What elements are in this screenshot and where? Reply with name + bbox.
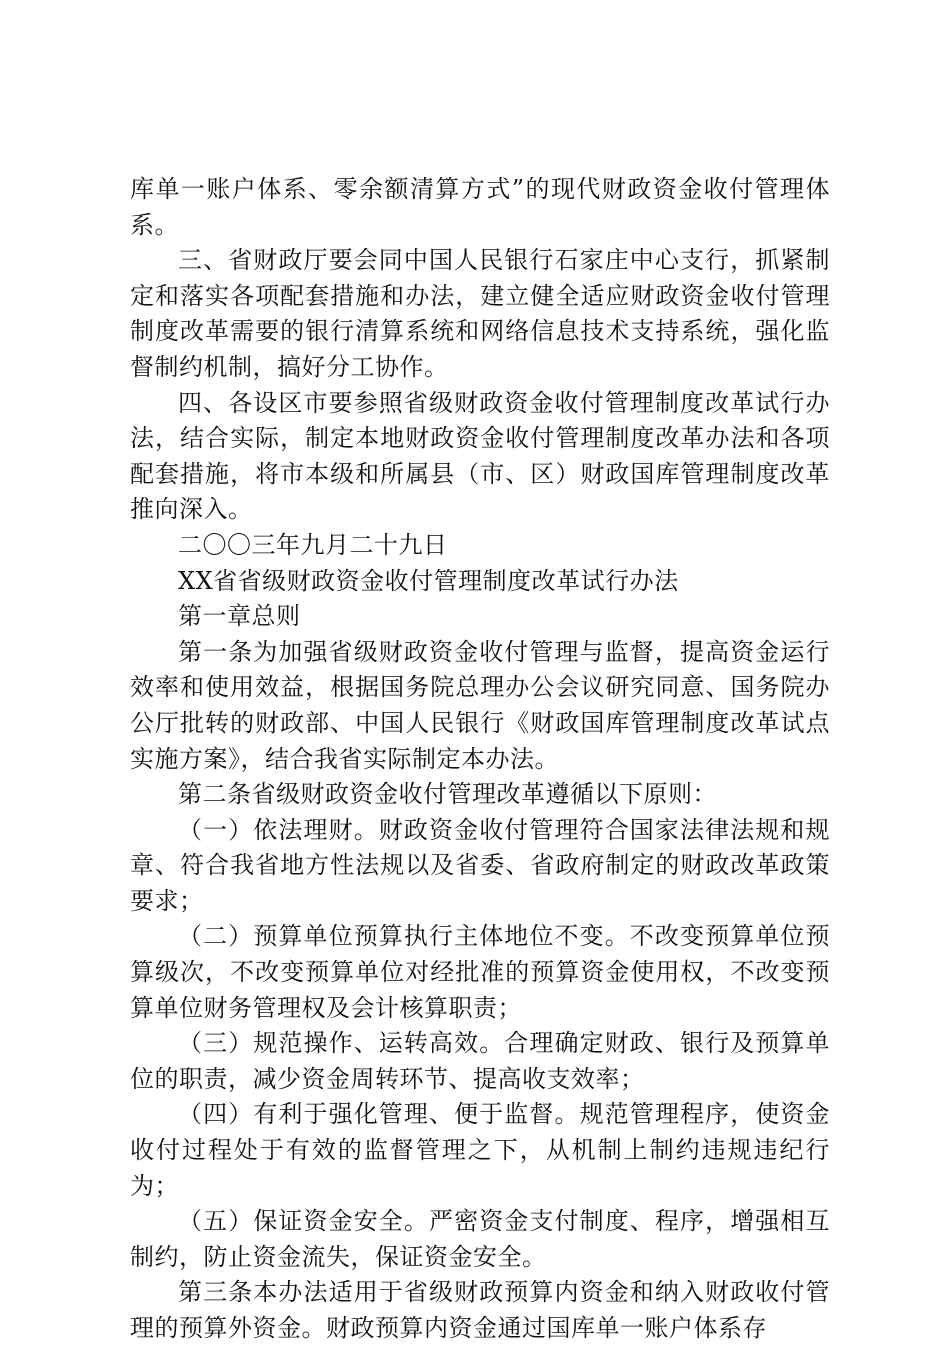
principle-three: （三）规范操作、运转高效。合理确定财政、银行及预算单位的职责，减少资金周转环节、提高收支效率； [130, 1029, 830, 1093]
document-subtitle: XX省省级财政资金收付管理制度改革试行办法 [178, 566, 679, 595]
document-date: 二〇〇三年九月二十九日 [178, 530, 448, 559]
paragraph-item-four: 四、各设区市要参照省级财政资金收付管理制度改革试行办法，结合实际，制定本地财政资金收付管理制度改革办法和各项配套措施，将市本级和所属县（市、区）财政国库管理制度改革推向深入。 [130, 388, 830, 524]
article-one: 第一条为加强省级财政资金收付管理与监督，提高资金运行效率和使用效益，根据国务院总理办公会议研究同意、国务院办公厅批转的财政部、中国人民银行《财政国库管理制度改革试点实施方案》，结合我省实际制定本办法。 [130, 637, 830, 773]
principle-five: （五）保证资金安全。严密资金支付制度、程序，增强相互制约，防止资金流失，保证资金安全。 [130, 1207, 830, 1271]
chapter-heading: 第一章总则 [178, 602, 301, 631]
paragraph-continuation: 库单一账户体系、零余额清算方式”的现代财政资金收付管理体系。 [130, 175, 830, 239]
article-three: 第三条本办法适用于省级财政预算内资金和纳入财政收付管理的预算外资金。财政预算内资金通过国库单一账户体系存 [130, 1278, 830, 1342]
principle-two: （二）预算单位预算执行主体地位不变。不改变预算单位预算级次，不改变预算单位对经批准的预算资金使用权，不改变预算单位财务管理权及会计核算职责； [130, 922, 830, 1022]
principle-one: （一）依法理财。财政资金收付管理符合国家法律法规和规章、符合我省地方性法规以及省委、省政府制定的财政改革政策要求； [130, 815, 830, 915]
principle-four: （四）有利于强化管理、便于监督。规范管理程序，使资金收付过程处于有效的监督管理之下，从机制上制约违规违纪行为； [130, 1100, 830, 1200]
paragraph-item-three: 三、省财政厅要会同中国人民银行石家庄中心支行，抓紧制定和落实各项配套措施和办法，建立健全适应财政资金收付管理制度改革需要的银行清算系统和网络信息技术支持系统，强化监督制约机制，搞好分工协作。 [130, 246, 830, 381]
document-body [130, 172, 830, 1347]
article-two: 第二条省级财政资金收付管理改革遵循以下原则： [178, 780, 717, 809]
